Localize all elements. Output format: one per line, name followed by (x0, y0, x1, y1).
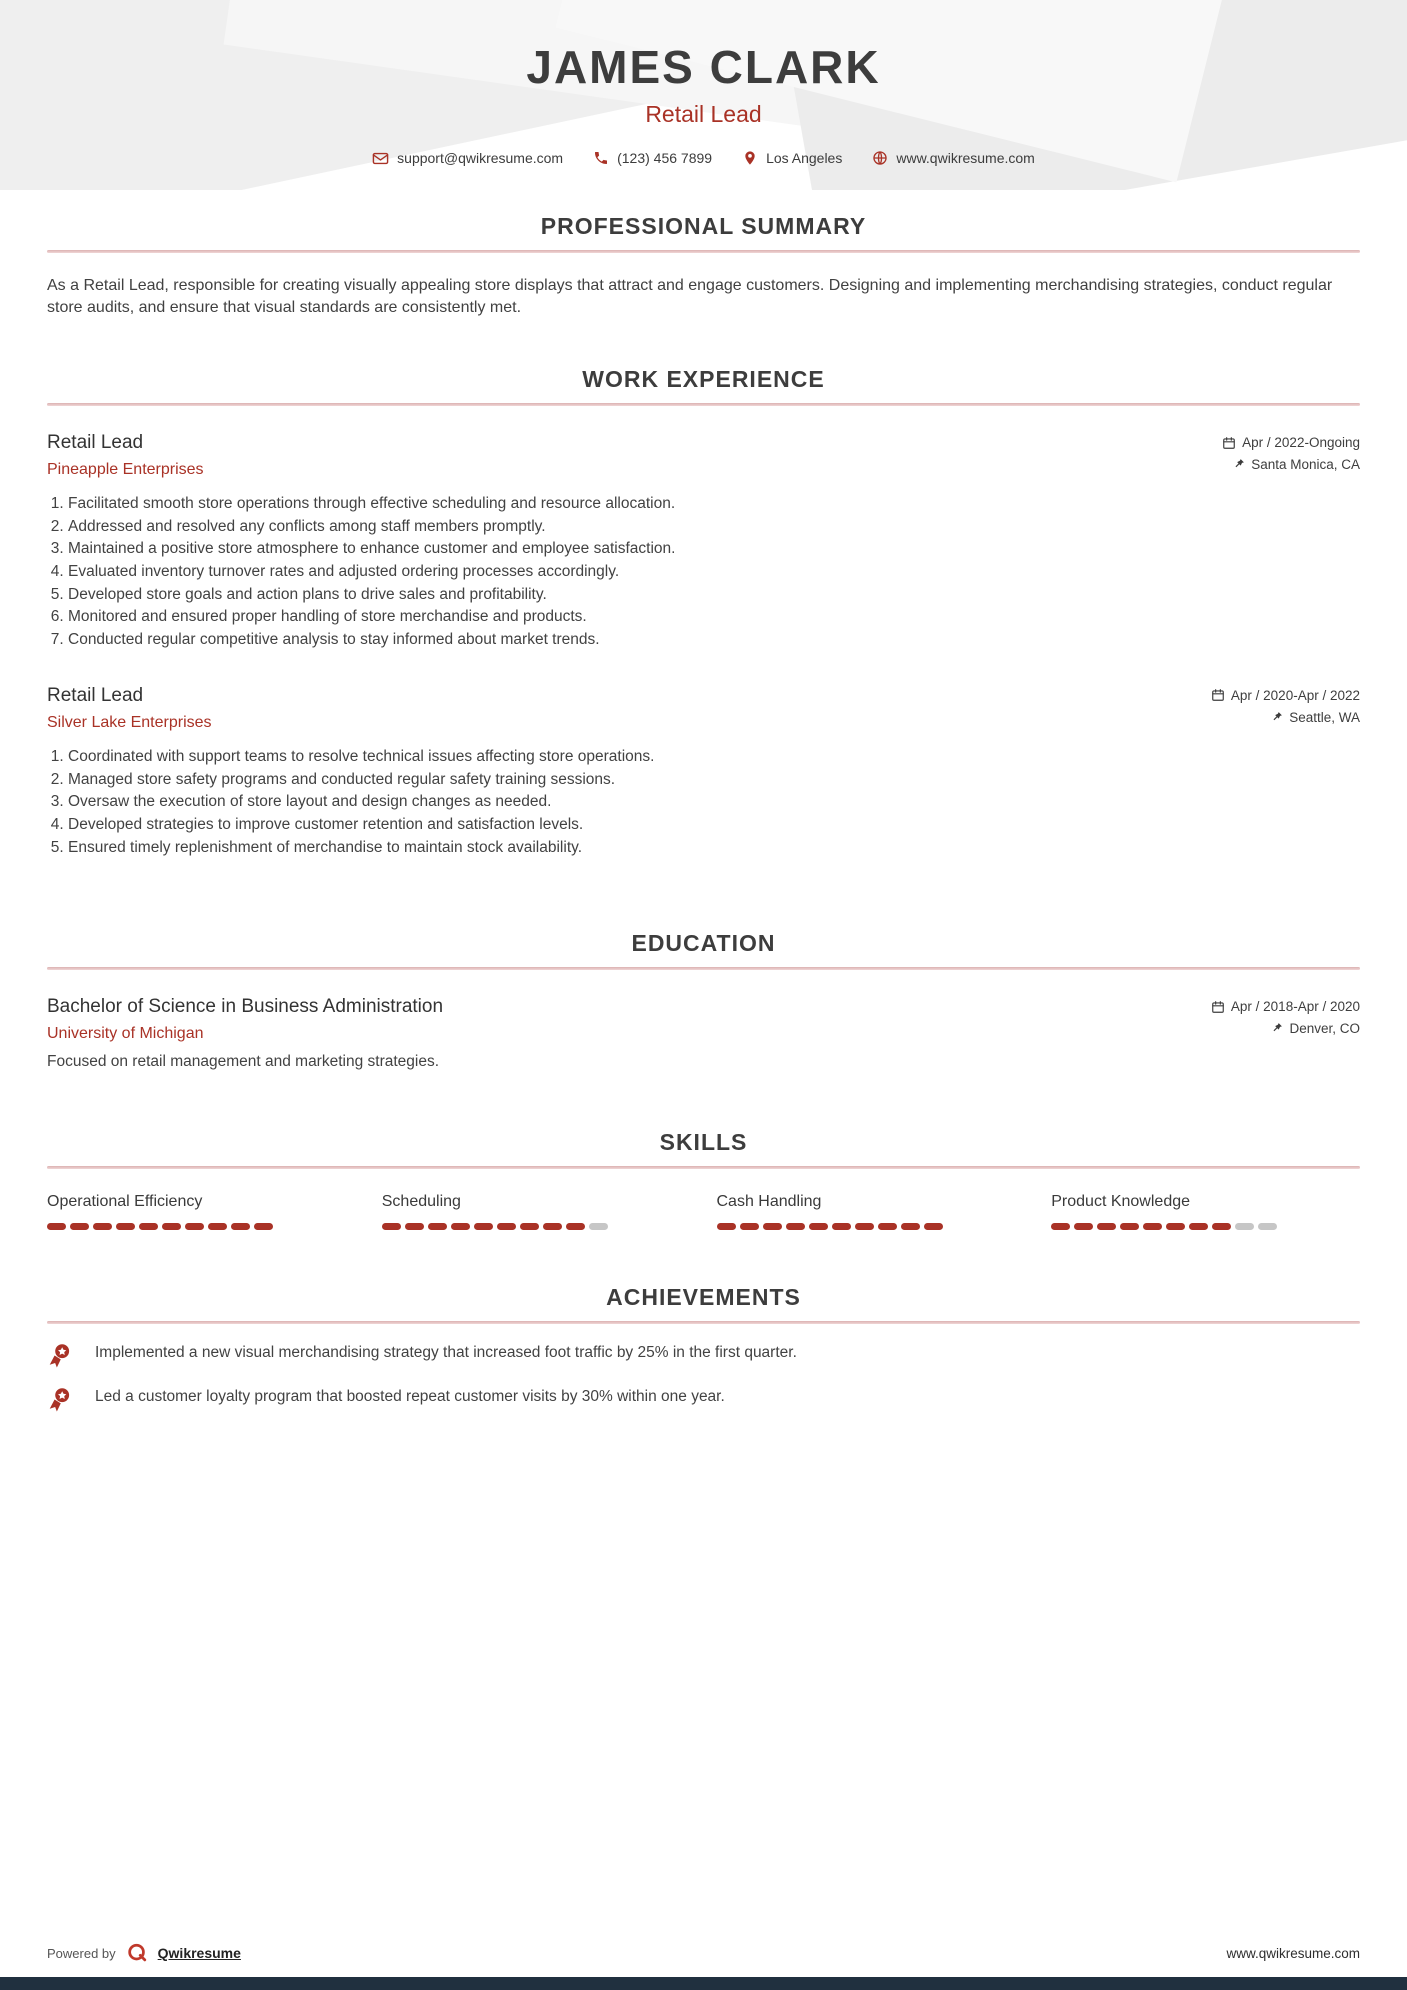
job-bullet: 3. Maintained a positive store atmosphere to enhance customer and employee satisfaction. (68, 538, 1360, 560)
section-divider (47, 967, 1360, 970)
job-bullet-list (47, 493, 1360, 651)
location-pin-icon (742, 150, 758, 166)
section-heading: ACHIEVEMENTS (606, 1284, 801, 1311)
section-achievements (47, 1284, 1360, 1412)
bottom-accent-bar (0, 1977, 1407, 1990)
skill-item (717, 1193, 1026, 1230)
job-bullet: 5. Ensured timely replenishment of merchandise to maintain stock availability. (68, 837, 1360, 859)
skill-item (1051, 1193, 1360, 1230)
page-footer (47, 1942, 1360, 1964)
candidate-title: Retail Lead (645, 100, 762, 127)
skill-bar (382, 1223, 691, 1230)
skill-bar-segment (474, 1223, 493, 1230)
contact-website-text: www.qwikresume.com (896, 150, 1035, 167)
skill-bar (1051, 1223, 1360, 1230)
skill-bar-segment (93, 1223, 112, 1230)
qwikresume-logo-icon (126, 1942, 148, 1964)
skill-bar-segment (451, 1223, 470, 1230)
skill-bar-segment (254, 1223, 273, 1230)
award-ribbon-icon (47, 1386, 73, 1412)
section-education (47, 930, 1360, 1071)
skill-bar-segment (786, 1223, 805, 1230)
contact-phone (593, 150, 712, 166)
skill-bar-segment (231, 1223, 250, 1230)
job-entry (47, 685, 1360, 858)
footer-website-link[interactable]: www.qwikresume.com (1226, 1945, 1360, 1961)
skill-name: Operational Efficiency (47, 1193, 203, 1211)
job-bullet: 4. Developed strategies to improve customer retention and satisfaction levels. (68, 814, 1360, 836)
achievement-text: Implemented a new visual merchandising strategy that increased foot traffic by 25% in the first quarter. (95, 1344, 797, 1362)
pushpin-icon (1270, 1022, 1283, 1035)
pushpin-icon (1232, 458, 1245, 471)
skill-bar-segment (208, 1223, 227, 1230)
skill-bar-segment (1189, 1223, 1208, 1230)
job-meta (1211, 685, 1360, 732)
section-heading: EDUCATION (631, 930, 776, 957)
section-divider (47, 1321, 1360, 1324)
skill-bar-segment (139, 1223, 158, 1230)
skill-name: Cash Handling (716, 1193, 822, 1211)
skill-bar-segment (162, 1223, 181, 1230)
pushpin-icon (1270, 711, 1283, 724)
phone-icon (593, 150, 609, 166)
section-divider (47, 403, 1360, 406)
calendar-icon (1211, 688, 1225, 702)
job-dates: Apr / 2020-Apr / 2022 (1230, 687, 1360, 703)
contact-location-text: Los Angeles (766, 150, 843, 167)
skill-bar-segment (901, 1223, 920, 1230)
contact-phone-text: (123) 456 7899 (617, 150, 713, 167)
skill-bar-segment (1120, 1223, 1139, 1230)
skill-bar (47, 1223, 356, 1230)
skill-bar-segment (1212, 1223, 1231, 1230)
section-heading: PROFESSIONAL SUMMARY (540, 212, 867, 239)
job-meta (1222, 432, 1360, 479)
powered-by-label: Powered by (47, 1945, 116, 1961)
skill-bar-segment (116, 1223, 135, 1230)
education-description: Focused on retail management and marketing strategies. (47, 1053, 440, 1071)
skill-item (382, 1193, 691, 1230)
calendar-icon (1211, 1000, 1225, 1014)
degree-title: Bachelor of Science in Business Administration (47, 996, 444, 1018)
contact-email-text: support@qwikresume.com (397, 150, 564, 167)
skill-item (47, 1193, 356, 1230)
job-location: Seattle, WA (1289, 709, 1360, 725)
skills-grid (47, 1193, 1360, 1230)
section-divider (47, 250, 1360, 253)
skill-bar-segment (1166, 1223, 1185, 1230)
globe-icon (872, 150, 888, 166)
skill-bar-segment (1097, 1223, 1116, 1230)
contact-email (372, 150, 563, 167)
section-skills (47, 1129, 1360, 1230)
skill-bar-segment (70, 1223, 89, 1230)
skill-bar-segment (1074, 1223, 1093, 1230)
skill-name: Product Knowledge (1051, 1193, 1191, 1211)
achievement-item (47, 1344, 1360, 1368)
achievement-text: Led a customer loyalty program that boosted repeat customer visits by 30% within one year. (95, 1388, 725, 1406)
section-heading: WORK EXPERIENCE (582, 366, 825, 393)
job-bullet: 2. Addressed and resolved any conflicts among staff members promptly. (68, 516, 1360, 538)
skill-bar-segment (740, 1223, 759, 1230)
job-bullet: 4. Evaluated inventory turnover rates and adjusted ordering processes accordingly. (68, 561, 1360, 583)
skill-bar-segment (589, 1223, 608, 1230)
skill-bar-segment (47, 1223, 66, 1230)
education-location: Denver, CO (1289, 1021, 1360, 1037)
job-bullet: 6. Monitored and ensured proper handling of store merchandise and products. (68, 606, 1360, 628)
job-company: Pineapple Enterprises (47, 461, 204, 479)
section-work-experience (47, 366, 1360, 858)
job-location: Santa Monica, CA (1251, 457, 1360, 473)
summary-paragraph: As a Retail Lead, responsible for creating visually appealing store displays that attract and engage customers. Designing and implementing merchandising strategies, conduct regular store audits, and ensure that visual standards are consistently met. (47, 276, 1333, 317)
skill-bar-segment (717, 1223, 736, 1230)
skill-bar-segment (1143, 1223, 1162, 1230)
job-title: Retail Lead (47, 684, 144, 706)
skill-bar-segment (855, 1223, 874, 1230)
job-bullet: 5. Developed store goals and action plans to drive sales and profitability. (68, 584, 1360, 606)
skill-bar-segment (1235, 1223, 1254, 1230)
skill-bar-segment (1258, 1223, 1277, 1230)
contact-row (47, 150, 1360, 167)
job-company: Silver Lake Enterprises (47, 713, 212, 731)
skill-bar-segment (405, 1223, 424, 1230)
skill-bar-segment (185, 1223, 204, 1230)
skill-bar-segment (809, 1223, 828, 1230)
section-heading: SKILLS (659, 1129, 748, 1156)
calendar-icon (1222, 436, 1236, 450)
job-bullet: 3. Oversaw the execution of store layout and design changes as needed. (68, 791, 1360, 813)
skill-bar-segment (566, 1223, 585, 1230)
achievement-item (47, 1388, 1360, 1412)
job-bullet: 2. Managed store safety programs and conducted regular safety training sessions. (68, 769, 1360, 791)
job-entry (47, 432, 1360, 651)
contact-website (872, 150, 1034, 166)
education-entry (47, 996, 1360, 1071)
skill-bar-segment (382, 1223, 401, 1230)
education-dates: Apr / 2018-Apr / 2020 (1230, 999, 1360, 1015)
skill-bar-segment (1051, 1223, 1070, 1230)
email-icon (372, 150, 389, 167)
resume-header (47, 0, 1360, 167)
skill-bar-segment (924, 1223, 943, 1230)
skill-bar-segment (832, 1223, 851, 1230)
job-bullet: 7. Conducted regular competitive analysis to stay informed about market trends. (68, 629, 1360, 651)
school-name: University of Michigan (47, 1025, 204, 1043)
skill-bar-segment (763, 1223, 782, 1230)
job-dates: Apr / 2022-Ongoing (1242, 435, 1360, 451)
job-bullet: 1. Coordinated with support teams to resolve technical issues affecting store operations. (68, 746, 1360, 768)
skill-name: Scheduling (381, 1193, 461, 1211)
skill-bar-segment (878, 1223, 897, 1230)
section-professional-summary (47, 213, 1360, 320)
job-bullet-list (47, 746, 1360, 858)
contact-location (742, 150, 842, 166)
skill-bar-segment (520, 1223, 539, 1230)
skill-bar-segment (497, 1223, 516, 1230)
candidate-name: JAMES CLARK (526, 41, 881, 93)
job-title: Retail Lead (47, 432, 144, 454)
section-divider (47, 1166, 1360, 1169)
skill-bar-segment (428, 1223, 447, 1230)
skill-bar-segment (543, 1223, 562, 1230)
qwikresume-brand-link[interactable]: Qwikresume (157, 1945, 241, 1961)
education-meta (1211, 996, 1360, 1043)
job-bullet: 1. Facilitated smooth store operations through effective scheduling and resource allocation. (68, 493, 1360, 515)
skill-bar (717, 1223, 1026, 1230)
award-ribbon-icon (47, 1342, 73, 1368)
